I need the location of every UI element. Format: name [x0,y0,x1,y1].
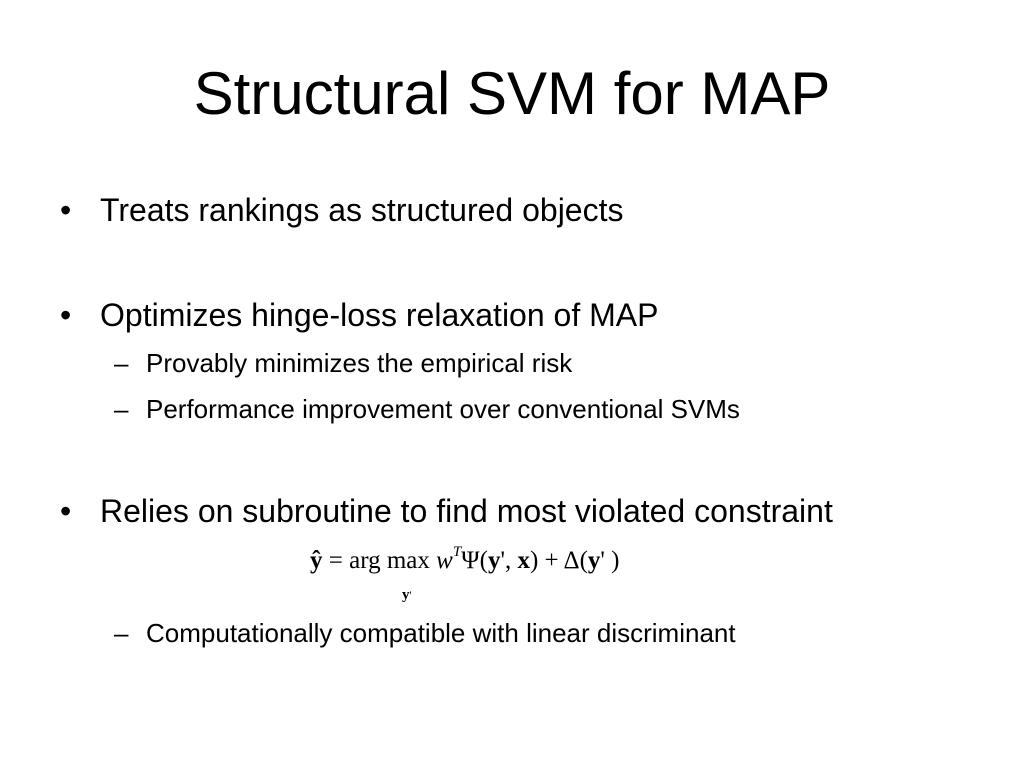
slide-title: Structural SVM for MAP [193,60,831,127]
bullet-text: Treats rankings as structured objects [100,192,624,228]
formula-argmax-subscript [402,586,412,604]
formula-y-hat: ŷ [310,547,323,574]
sub-bullet-item-3 [114,617,736,649]
formula-y-prime-2: y [587,547,601,574]
sub-bullet-text: Performance improvement over conventional SVMs [146,394,740,424]
sub-bullet-item-1 [114,347,573,379]
subscript-y: y [402,587,410,603]
formula-main-line [310,546,620,576]
formula-delta: Δ( [563,547,588,574]
sub-bullet-marker: – [114,394,129,424]
bullet-text: Relies on subroutine to find most violated constraint [100,493,833,529]
bullet-marker: • [60,493,72,529]
argmax-formula [310,540,710,610]
formula-psi: Ψ( [461,547,488,574]
formula-y-prime: y [487,547,501,574]
formula-w: w [436,547,453,574]
bullet-marker: • [60,192,72,228]
bullet-item-2 [60,296,659,334]
formula-x: x [517,547,530,574]
formula-prime-comma: ', [500,547,518,574]
sub-bullet-item-2 [114,393,740,425]
formula-transpose: T [452,544,462,560]
formula-equals: = [322,547,350,574]
bullet-item-3 [60,492,833,530]
subscript-prime: ' [409,588,412,602]
formula-close-plus: ) + [529,547,564,574]
sub-bullet-text: Provably minimizes the empirical risk [146,348,573,378]
bullet-item-1 [60,191,624,229]
bullet-marker: • [60,297,72,333]
bullet-text: Optimizes hinge-loss relaxation of MAP [100,297,659,333]
formula-argmax: arg max [349,547,437,574]
sub-bullet-text: Computationally compatible with linear discriminant [146,618,736,648]
formula-prime-close: ' ) [600,547,620,574]
sub-bullet-marker: – [114,618,129,648]
sub-bullet-marker: – [114,348,129,378]
